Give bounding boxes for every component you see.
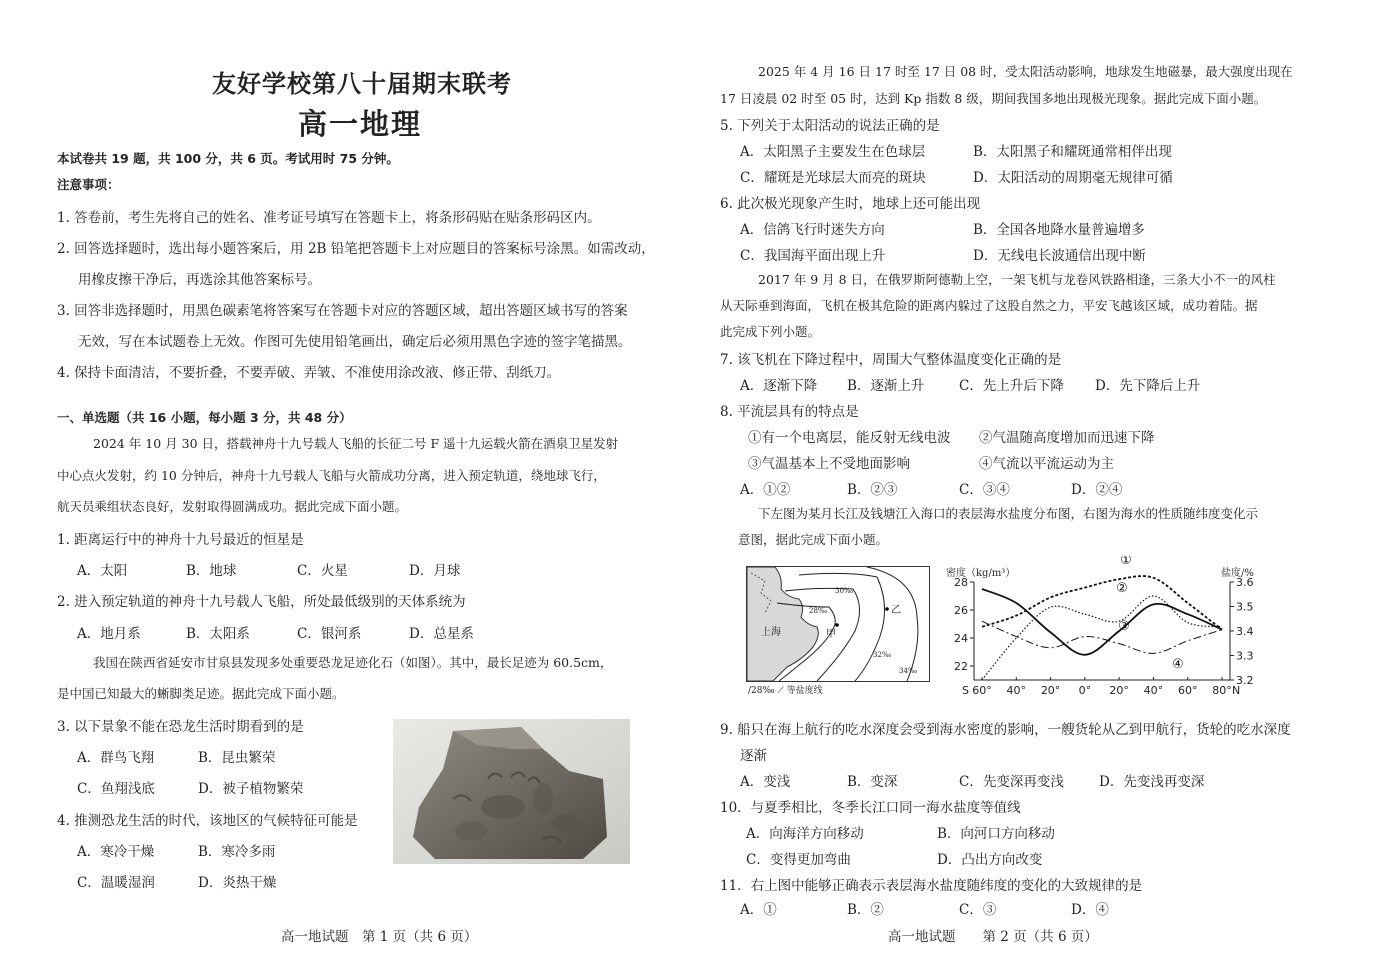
passage1-line1: 2024 年 10 月 30 日，搭载神舟十九号载人飞船的长征二号 F 遥十九运载火箭在酒泉卫星发射: [93, 436, 619, 451]
q11-option-d: D．④: [1071, 902, 1109, 918]
q10-option-a: A．向海洋方向移动: [746, 826, 864, 842]
right-axis-title: 盐度/%: [1221, 568, 1254, 579]
series-label-2: ②: [1116, 581, 1128, 596]
left-tick-label: 26: [954, 604, 968, 617]
q1-option-d: D．月球: [409, 563, 461, 579]
q9-option-b: B．变深: [847, 774, 898, 790]
q8-option-b: B．②③: [847, 482, 898, 498]
q11-option-a: A．①: [740, 902, 777, 918]
left-tick-label: 24: [954, 632, 968, 645]
q8-item-1: ①有一个电离层，能反射无线电波: [748, 430, 951, 446]
salinity-map: [746, 566, 930, 682]
q2-option-c: C．银河系: [297, 626, 362, 642]
right-tick-label: 3.5: [1236, 600, 1254, 614]
q5-option-c: C．耀斑是光球层大而亮的斑块: [740, 170, 926, 186]
q4-option-d: D．炎热干燥: [198, 875, 277, 891]
passage2-line1: 我国在陕西省延安市甘泉县发现多处重要恐龙足迹化石（如图）。其中，最长足迹为 60.5cm，: [93, 655, 613, 670]
q8-item-4: ④气流以平流运动为主: [979, 456, 1114, 472]
x-tick-label: 40°: [1143, 684, 1164, 697]
passage3-line2: 17 日凌晨 02 时至 05 时，达到 Kp 指数 8 级，期间我国多地出现极光现象。据此完成下面小题。: [720, 91, 1267, 106]
q9-option-d: D．先变浅再变深: [1099, 774, 1205, 790]
map-label-jia: 甲: [826, 629, 836, 640]
q5-option-a: A．太阳黑子主要发生在色球层: [740, 144, 926, 160]
passage5-line1: 下左图为某月长江及钱塘江入海口的表层海水盐度分布图，右图为海水的性质随纬度变化示: [758, 506, 1259, 521]
right-tick-label: 3.2: [1236, 674, 1254, 687]
q11-option-c: C．③: [959, 902, 997, 918]
right-tick-label: 3.3: [1236, 649, 1254, 663]
q6-option-a: A．信鸽飞行时迷失方向: [740, 222, 885, 238]
isohaline-28: 28‰: [809, 607, 828, 615]
notice-2-cont: 用橡皮擦干净后，再选涂其他答案标号。: [78, 272, 321, 288]
passage4-line3: 此完成下列小题。: [720, 324, 821, 339]
map-legend: /28‰ ⟋ 等盐度线: [748, 686, 823, 696]
x-tick-label: 60°: [972, 684, 992, 697]
q8-item-2: ②气温随高度增加而迅速下降: [979, 430, 1155, 446]
map-label-yi: 乙: [891, 605, 901, 616]
passage3-line1: 2025 年 4 月 16 日 17 时至 17 日 08 时，受太阳活动影响，地球发生地磁暴，最大强度出现在: [758, 64, 1293, 79]
q7-option-b: B．逐渐上升: [847, 378, 925, 394]
page-right: [690, 0, 1377, 972]
q2-option-d: D．总星系: [409, 626, 474, 642]
series-line-2: [982, 596, 1222, 680]
section-heading: 一、单选题（共 16 小题，每小题 3 分，共 48 分）: [57, 410, 352, 425]
series-label-4: ④: [1172, 657, 1184, 672]
question-6: 6. 此次极光现象产生时，地球上还可能出现: [720, 196, 981, 212]
q8-item-3: ③气温基本上不受地面影响: [748, 456, 910, 472]
question-4: 4. 推测恐龙生活的时代，该地区的气候特征可能是: [57, 813, 358, 829]
question-11: 11．右上图中能够正确表示表层海水盐度随纬度的变化的大致规律的是: [720, 878, 1143, 894]
question-8: 8. 平流层具有的特点是: [720, 404, 859, 420]
x-axis-start-label: S: [962, 684, 969, 697]
q3-option-d: D．被子植物繁荣: [198, 781, 304, 797]
exam-subject: 高一地理: [298, 107, 423, 141]
q10-option-c: C．变得更加弯曲: [746, 852, 851, 868]
series-label-1: ①: [1120, 556, 1132, 568]
q2-option-a: A．地月系: [77, 626, 141, 642]
page-footer-right: 高一地试题 第 2 页（共 6 页）: [888, 929, 1098, 945]
isohaline-34: 34‰: [899, 667, 918, 675]
dinosaur-footprint-photo: [393, 719, 630, 864]
q4-option-a: A．寒冷干燥: [77, 844, 155, 860]
q4-option-b: B．寒冷多雨: [198, 844, 276, 860]
notice-3: 3. 回答非选择题时，用黑色碳素笔将答案写在答题卡对应的答题区域，超出答题区域书写的答案: [57, 303, 628, 319]
q1-option-c: C．火星: [297, 563, 348, 579]
x-tick-label: 40°: [1006, 684, 1027, 697]
series-line-3: [982, 589, 1222, 655]
question-1: 1. 距离运行中的神舟十九号最近的恒星是: [57, 532, 304, 548]
question-9: 9. 船只在海上航行的吃水深度会受到海水密度的影响，一艘货轮从乙到甲航行，货轮的吃水深度: [720, 722, 1291, 738]
q7-option-d: D．先下降后上升: [1095, 378, 1201, 394]
series-label-3: ③: [1118, 619, 1130, 634]
passage4-line2: 从天际垂到海面，飞机在极其危险的距离内躲过了这股自然之力，平安飞越该区域，成功着陆。据: [720, 298, 1258, 313]
q6-option-c: C．我国海平面出现上升: [740, 248, 886, 264]
x-tick-label: 60°: [1177, 684, 1198, 697]
passage4-line1: 2017 年 9 月 8 日，在俄罗斯阿德勒上空，一架飞机与龙卷风铁路相逢，三条大小不一的风柱: [758, 272, 1276, 287]
exam-title: 友好学校第八十届期末联考: [212, 70, 512, 98]
question-10: 10．与夏季相比，冬季长江口同一海水盐度等值线: [720, 800, 1021, 816]
left-tick-label: 28: [954, 576, 968, 589]
x-tick-label: 20°: [1109, 684, 1129, 697]
chart-series: [982, 556, 1222, 680]
x-tick-label: 0°: [1078, 684, 1092, 697]
legend-sample: 28‰: [751, 686, 775, 696]
q1-option-a: A．太阳: [77, 563, 128, 579]
question-9-cont: 逐渐: [740, 748, 767, 764]
right-tick-label: 3.4: [1236, 625, 1254, 638]
q3-option-a: A．群鸟飞翔: [77, 750, 155, 766]
q6-option-d: D．无线电长波通信出现中断: [973, 248, 1146, 264]
passage1-line2: 中心点火发射，约 10 分钟后，神舟十九号载人飞船与火箭成功分离，进入预定轨道，绕地球飞行，: [57, 468, 606, 483]
series-line-4: [982, 621, 1222, 653]
series-line-1: [982, 576, 1222, 630]
notice-2: 2. 回答选择题时，选出每小题答案后，用 2B 铅笔把答题卡上对应题目的答案标号涂黑。如需改动，: [57, 241, 655, 257]
q10-option-b: B．向河口方向移动: [937, 826, 1055, 842]
passage1-line3: 航天员乘组状态良好，发射取得圆满成功。据此完成下面小题。: [57, 499, 408, 514]
q8-option-d: D．②④: [1071, 482, 1123, 498]
notice-heading: 注意事项：: [57, 177, 120, 192]
question-3: 3. 以下景象不能在恐龙生活时期看到的是: [57, 719, 304, 735]
q7-option-c: C．先上升后下降: [959, 378, 1064, 394]
left-axis-title: 密度（kg/m³）: [946, 568, 1016, 579]
q8-option-c: C．③④: [959, 482, 1010, 498]
latitude-chart: [938, 556, 1260, 698]
q8-option-a: A．①②: [740, 482, 791, 498]
q3-option-b: B．昆虫繁荣: [198, 750, 276, 766]
notice-1: 1. 答卷前，考生先将自己的姓名、准考证号填写在答题卡上，将条形码贴在贴条形码区内。: [57, 210, 601, 226]
q9-option-a: A．变浅: [740, 774, 791, 790]
x-axis-end-label: N: [1232, 684, 1241, 697]
q3-option-c: C．鱼翔浅底: [77, 781, 155, 797]
question-2: 2. 进入预定轨道的神舟十九号载人飞船，所处最低级别的天体系统为: [57, 594, 466, 610]
legend-line-icon: /: [748, 686, 752, 696]
page-footer-left: 高一地试题 第 1 页（共 6 页）: [281, 929, 478, 945]
q5-option-d: D．太阳活动的周期毫无规律可循: [973, 170, 1173, 186]
left-tick-label: 22: [954, 660, 968, 673]
right-tick-label: 3.6: [1236, 576, 1254, 589]
notice-4: 4. 保持卡面清洁，不要折叠，不要弄破、弄皱、不准使用涂改液、修正带、刮纸刀。: [57, 365, 561, 381]
isohaline-32: 32‰: [873, 651, 892, 659]
q6-option-b: B．全国各地降水量普遍增多: [973, 222, 1145, 238]
q4-option-c: C．温暖湿润: [77, 875, 155, 891]
passage2-line2: 是中国已知最大的蜥脚类足迹。据此完成下面小题。: [57, 686, 345, 701]
question-7: 7. 该飞机在下降过程中，周围大气整体温度变化正确的是: [720, 352, 1062, 368]
legend-text: 等盐度线: [786, 686, 823, 696]
q11-option-b: B．②: [847, 902, 884, 918]
q10-option-d: D．凸出方向改变: [937, 852, 1043, 868]
exam-intro: 本试卷共 19 题，共 100 分，共 6 页。考试用时 75 分钟。: [57, 151, 399, 166]
q9-option-c: C．先变深再变浅: [959, 774, 1064, 790]
x-tick-label: 20°: [1040, 684, 1061, 697]
q5-option-b: B．太阳黑子和耀斑通常相伴出现: [973, 144, 1172, 160]
x-tick-label: 80°: [1212, 684, 1232, 697]
question-5: 5. 下列关于太阳活动的说法正确的是: [720, 118, 940, 134]
passage5-line2: 意图，据此完成下面小题。: [738, 532, 889, 547]
page-left: [0, 0, 680, 972]
q7-option-a: A．逐渐下降: [740, 378, 818, 394]
map-label-shanghai: 上海: [761, 627, 781, 638]
isohaline-30: 30‰: [835, 587, 854, 595]
notice-3-cont: 无效，写在本试题卷上无效。作图可先使用铅笔画出，确定后必须用黑色字迹的签字笔描黑。: [78, 334, 632, 350]
q2-option-b: B．太阳系: [186, 626, 250, 642]
q1-option-b: B．地球: [186, 563, 237, 579]
